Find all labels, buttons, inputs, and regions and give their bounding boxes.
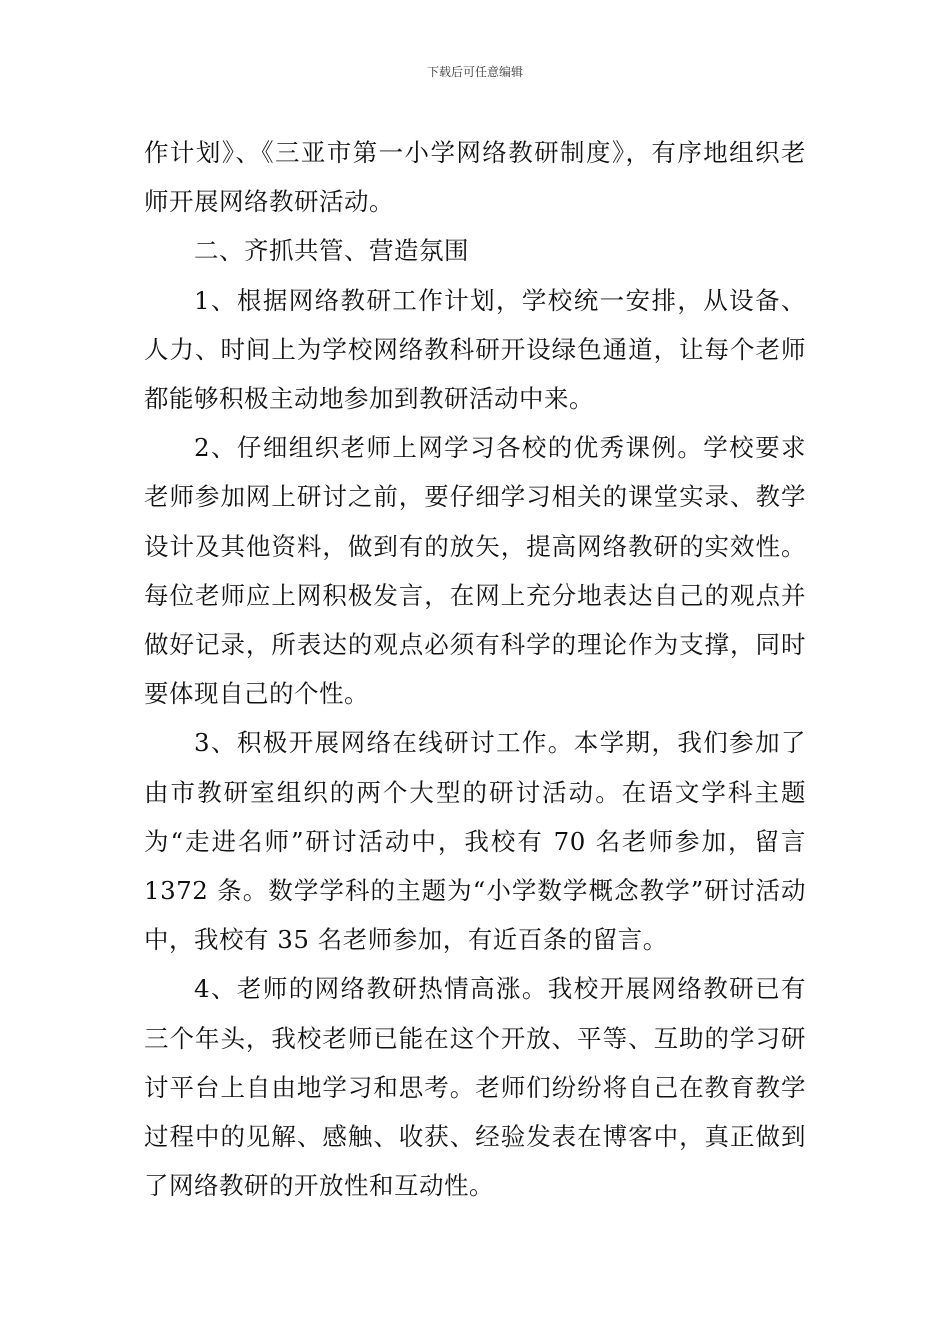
paragraph-item-1: 1、根据网络教研工作计划，学校统一安排，从设备、人力、时间上为学校网络教科研开设绿色通道，让每个老师都能够积极主动地参加到教研活动中来。 bbox=[144, 285, 806, 414]
section-heading: 二、齐抓共管、营造氛围 bbox=[194, 236, 469, 266]
document-body bbox=[144, 128, 806, 1210]
page-header-note: 下载后可任意编辑 bbox=[426, 65, 523, 79]
paragraph-item-3: 3、积极开展网络在线研讨工作。本学期，我们参加了由市教研室组织的两个大型的研讨活动。在语文学科主题为“走进名师”研讨活动中，我校有 70 名老师参加，留言 1372 条。数学学科的主题为“小学数学概念教学”研讨活动中，我校有 35 名老师参加，有近百条的留言。 bbox=[144, 728, 806, 955]
paragraph-item-2: 2、仔细组织老师上网学习各校的优秀课例。学校要求老师参加网上研讨之前，要仔细学习相关的课堂实录、教学设计及其他资料，做到有的放矢，提高网络教研的实效性。每位老师应上网积极发言，在网上充分地表达自己的观点并做好记录，所表达的观点必须有科学的理论作为支撑，同时要体现自己的个性。 bbox=[144, 433, 806, 709]
paragraph-item-4: 4、老师的网络教研热情高涨。我校开展网络教研已有三个年头，我校老师已能在这个开放、平等、互助的学习研讨平台上自由地学习和思考。老师们纷纷将自己在教育教学过程中的见解、感触、收获、经验发表在博客中，真正做到了网络教研的开放性和互动性。 bbox=[144, 974, 806, 1201]
paragraph-continuation: 作计划》、《三亚市第一小学网络教研制度》，有序地组织老师开展网络教研活动。 bbox=[144, 138, 806, 217]
